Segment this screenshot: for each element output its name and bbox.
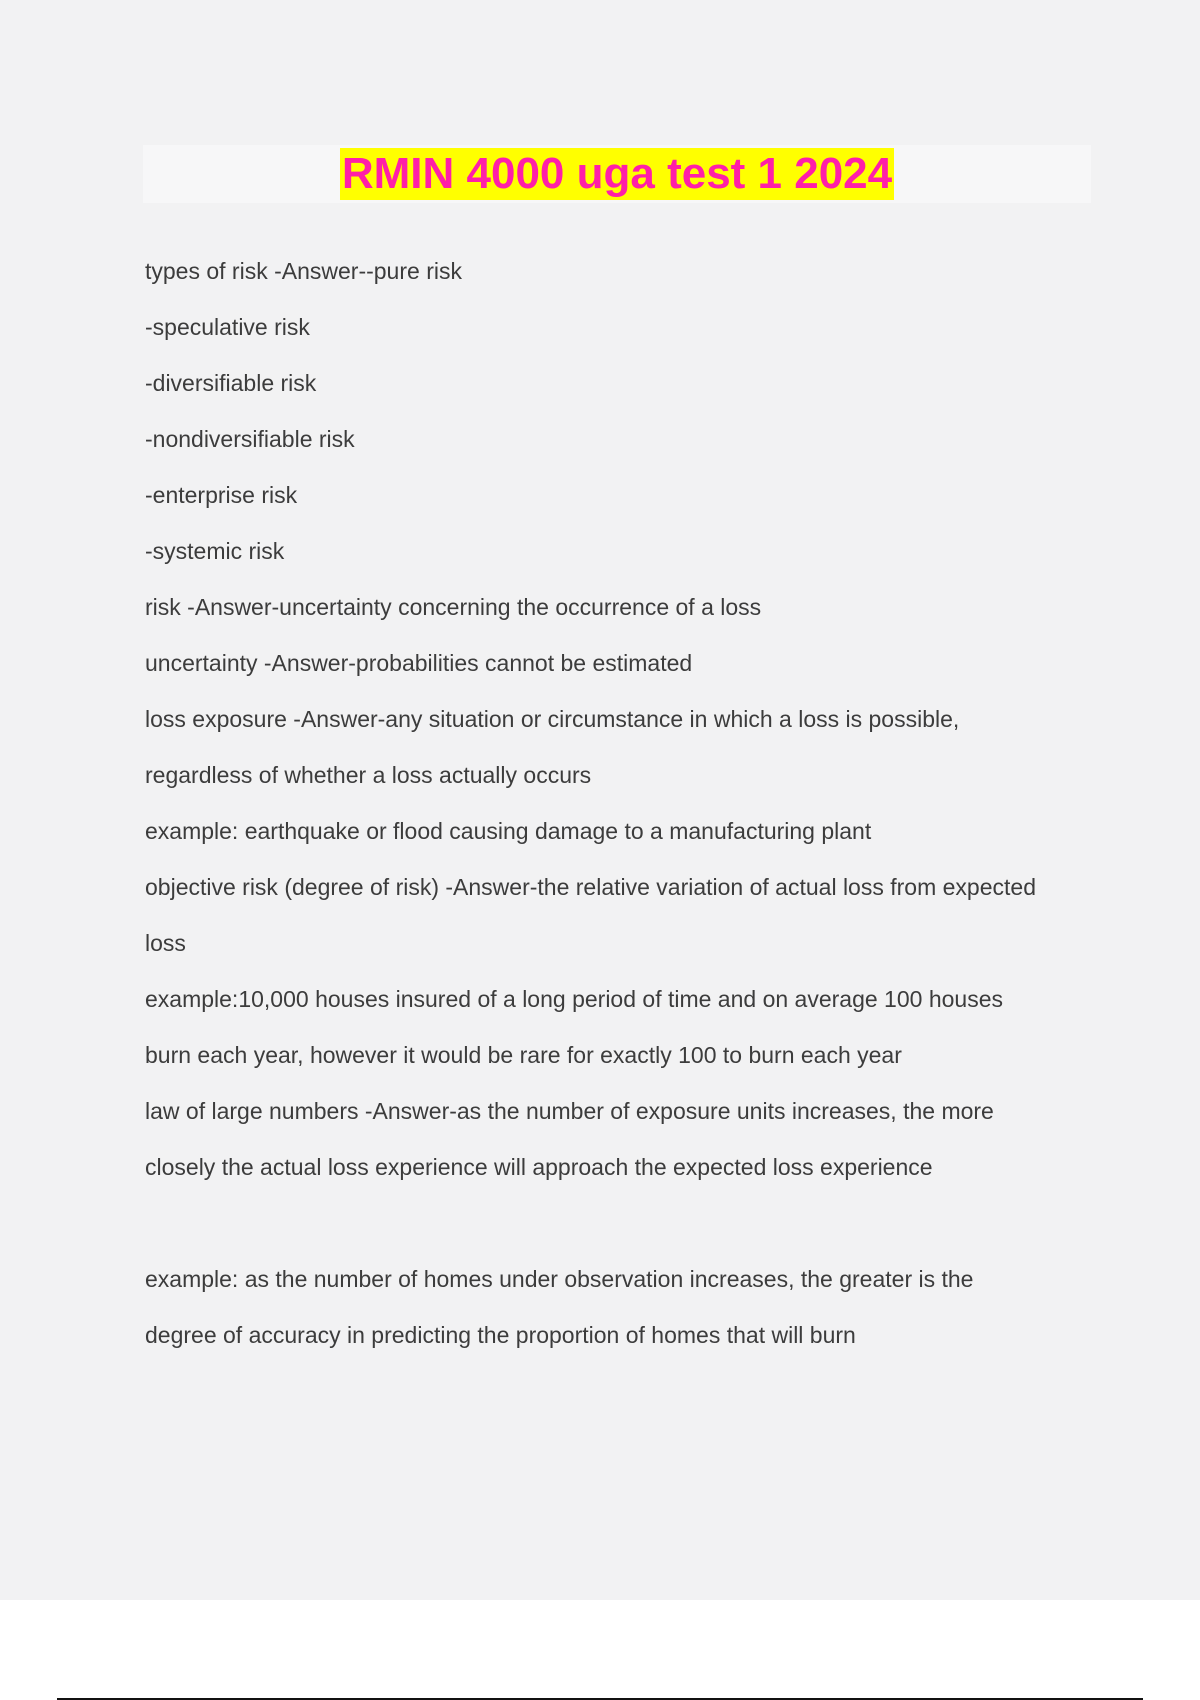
text-line: -enterprise risk	[145, 482, 298, 508]
text-line: regardless of whether a loss actually occurs	[145, 762, 592, 788]
text-line: types of risk -Answer--pure risk	[145, 258, 462, 284]
paragraph-gap	[145, 1202, 1095, 1258]
text-line: -nondiversifiable risk	[145, 426, 355, 452]
text-line: risk -Answer-uncertainty concerning the occurrence of a loss	[145, 594, 762, 620]
text-line: -systemic risk	[145, 538, 285, 564]
text-line: example:10,000 houses insured of a long period of time and on average 100 houses	[145, 986, 1003, 1012]
text-line: burn each year, however it would be rare for exactly 100 to burn each year	[145, 1042, 902, 1068]
text-line: -diversifiable risk	[145, 370, 317, 396]
text-line: example: as the number of homes under observation increases, the greater is the	[145, 1266, 974, 1292]
text-line: loss exposure -Answer-any situation or circumstance in which a loss is possible,	[145, 706, 960, 732]
text-line: degree of accuracy in predicting the proportion of homes that will burn	[145, 1322, 856, 1348]
text-line: example: earthquake or flood causing damage to a manufacturing plant	[145, 818, 872, 844]
document-body	[145, 250, 1095, 1370]
text-line: -speculative risk	[145, 314, 310, 340]
document-title: RMIN 4000 uga test 1 2024	[341, 149, 893, 198]
text-line: loss	[145, 930, 186, 956]
title-bar	[143, 145, 1091, 203]
text-line: uncertainty -Answer-probabilities cannot be estimated	[145, 650, 693, 676]
text-line: objective risk (degree of risk) -Answer-the relative variation of actual loss from expected	[145, 874, 1036, 900]
text-line: law of large numbers -Answer-as the number of exposure units increases, the more	[145, 1098, 994, 1124]
text-line: closely the actual loss experience will approach the expected loss experience	[145, 1154, 933, 1180]
